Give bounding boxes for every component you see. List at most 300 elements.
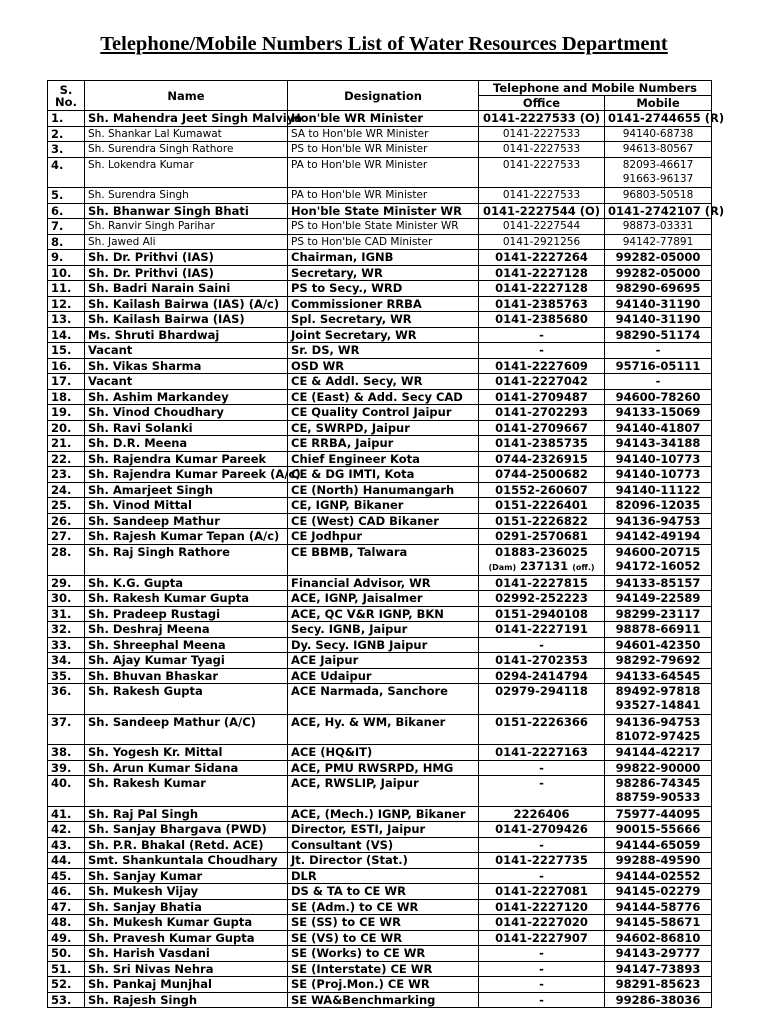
office-phone [479, 822, 605, 838]
office-number: 0141-2227533 (O) [482, 111, 601, 125]
person-name: Sh. Dr. Prithvi (IAS) [85, 265, 288, 281]
designation: ACE (HQ&IT) [288, 745, 479, 761]
person-name: Sh. Sanjay Kumar [85, 868, 288, 884]
table-row [48, 358, 712, 374]
person-name: Sh. Yogesh Kr. Mittal [85, 745, 288, 761]
office-phone [479, 234, 605, 250]
person-name: Sh. Surendra Singh Rathore [85, 142, 288, 158]
mobile-number: 99282-05000 [615, 265, 701, 280]
designation: SE (Proj.Mon.) CE WR [288, 977, 479, 993]
row-number: 15. [48, 343, 85, 359]
table-row [48, 281, 712, 297]
office-phone [479, 529, 605, 545]
row-number: 51. [48, 961, 85, 977]
office-phone [479, 714, 605, 745]
office-prefix: (Dam) [488, 562, 517, 572]
mobile-number: 94140-31190 [615, 296, 701, 311]
office-number: - [539, 977, 544, 991]
row-number: 1. [48, 111, 85, 127]
office-phone [479, 745, 605, 761]
header-designation: Designation [288, 81, 479, 111]
row-number: 49. [48, 930, 85, 946]
mobile-phone [605, 219, 712, 235]
mobile-number: 98290-51174 [615, 327, 701, 342]
row-number: 4. [48, 157, 85, 188]
mobile-phone [605, 745, 712, 761]
office-phone [479, 498, 605, 514]
row-number: 43. [48, 837, 85, 853]
office-number: 0151-2226401 [495, 498, 588, 512]
office-phone [479, 467, 605, 483]
mobile-number: 94147-73893 [615, 961, 701, 976]
office-phone [479, 281, 605, 297]
row-number: 53. [48, 992, 85, 1008]
row-number: 3. [48, 142, 85, 158]
person-name: Sh. Ashim Markandey [85, 389, 288, 405]
table-row [48, 513, 712, 529]
person-name: Vacant [85, 374, 288, 390]
person-name: Sh. Sri Nivas Nehra [85, 961, 288, 977]
mobile-phone [605, 899, 712, 915]
mobile-phone [605, 668, 712, 684]
row-number: 10. [48, 265, 85, 281]
mobile-number-secondary: 91663-96137 [622, 172, 694, 185]
header-row [48, 81, 712, 96]
mobile-phone [605, 188, 712, 204]
row-number: 50. [48, 946, 85, 962]
table-row [48, 157, 712, 188]
table-row [48, 203, 712, 219]
office-number: 0141-2227907 [495, 930, 588, 945]
row-number: 36. [48, 684, 85, 715]
mobile-number: 94142-77891 [622, 235, 694, 248]
office-number: 0141-2227533 [502, 189, 581, 201]
row-number: 7. [48, 219, 85, 235]
mobile-number: 94149-22589 [615, 591, 701, 605]
person-name: Sh. Mukesh Vijay [85, 884, 288, 900]
mobile-phone [605, 467, 712, 483]
office-phone [479, 930, 605, 946]
table-row [48, 436, 712, 452]
designation: OSD WR [288, 358, 479, 374]
mobile-phone [605, 653, 712, 669]
table-row [48, 668, 712, 684]
mobile-number: 98292-79692 [615, 653, 701, 667]
mobile-number: 99282-05000 [615, 250, 701, 264]
mobile-phone [605, 405, 712, 421]
table-row [48, 714, 712, 745]
office-phone [479, 684, 605, 715]
mobile-phone [605, 776, 712, 807]
row-number: 39. [48, 760, 85, 776]
mobile-number: 94142-49194 [615, 529, 701, 543]
designation: ACE Jaipur [288, 653, 479, 669]
mobile-phone [605, 622, 712, 638]
table-row [48, 126, 712, 142]
office-number-secondary [482, 559, 601, 575]
office-phone [479, 622, 605, 638]
table-row [48, 327, 712, 343]
mobile-phone [605, 451, 712, 467]
office-phone [479, 977, 605, 993]
office-phone [479, 637, 605, 653]
mobile-number: 99288-49590 [615, 853, 701, 867]
person-name: Sh. Mahendra Jeet Singh Malviya [85, 111, 288, 127]
mobile-number: 94143-29777 [615, 946, 701, 960]
office-number: 0141-2227533 [502, 143, 581, 155]
person-name: Sh. Amarjeet Singh [85, 482, 288, 498]
office-number: 01552-260607 [495, 482, 588, 497]
mobile-phone [605, 482, 712, 498]
row-number: 16. [48, 358, 85, 374]
row-number: 22. [48, 451, 85, 467]
table-row [48, 776, 712, 807]
office-number: 0141-2227544 [502, 220, 581, 232]
office-phone [479, 219, 605, 235]
table-row [48, 946, 712, 962]
row-number: 9. [48, 250, 85, 266]
mobile-phone [605, 915, 712, 931]
mobile-phone [605, 684, 712, 715]
row-number: 47. [48, 899, 85, 915]
person-name: Ms. Shruti Bhardwaj [85, 327, 288, 343]
office-phone [479, 250, 605, 266]
table-row [48, 622, 712, 638]
person-name: Sh. Rakesh Kumar Gupta [85, 591, 288, 607]
mobile-number: 98299-23117 [615, 606, 701, 621]
mobile-number-secondary: 94172-16052 [615, 558, 701, 573]
mobile-phone [605, 575, 712, 591]
mobile-number: 94133-15069 [615, 405, 701, 419]
row-number: 31. [48, 606, 85, 622]
person-name: Sh. Sandeep Mathur (A/C) [85, 714, 288, 745]
mobile-phone [605, 142, 712, 158]
person-name: Sh. Raj Singh Rathore [85, 544, 288, 575]
office-phone [479, 188, 605, 204]
row-number: 25. [48, 498, 85, 514]
designation: Financial Advisor, WR [288, 575, 479, 591]
office-number-alt: 237131 [520, 558, 569, 573]
designation: CE, SWRPD, Jaipur [288, 420, 479, 436]
mobile-phone [605, 436, 712, 452]
row-number: 26. [48, 513, 85, 529]
person-name: Sh. Ranvir Singh Parihar [85, 219, 288, 235]
table-row [48, 529, 712, 545]
designation: PS to Hon'ble State Minister WR [288, 219, 479, 235]
designation: Chief Engineer Kota [288, 451, 479, 467]
mobile-number: 98878-66911 [615, 622, 701, 636]
person-name: Sh. K.G. Gupta [85, 575, 288, 591]
designation: CE (West) CAD Bikaner [288, 513, 479, 529]
designation: Hon'ble State Minister WR [288, 203, 479, 219]
office-phone [479, 374, 605, 390]
row-number: 17. [48, 374, 85, 390]
table-row [48, 977, 712, 993]
mobile-number: 89492-97818 [615, 684, 701, 698]
office-number: 01883-236025 [495, 544, 588, 559]
office-phone [479, 884, 605, 900]
designation: SE (Interstate) CE WR [288, 961, 479, 977]
mobile-phone [605, 111, 725, 127]
person-name: Sh. Vikas Sharma [85, 358, 288, 374]
mobile-phone [605, 358, 712, 374]
office-number: 0141-2227533 [502, 158, 581, 171]
person-name: Sh. Deshraj Meena [85, 622, 288, 638]
office-suffix: (off.) [572, 562, 595, 572]
designation: CE & DG IMTI, Kota [288, 467, 479, 483]
office-number: 0141-2709426 [495, 822, 588, 836]
mobile-phone [605, 281, 712, 297]
person-name: Sh. Sandeep Mathur [85, 513, 288, 529]
office-phone [479, 668, 605, 684]
mobile-phone [605, 250, 712, 266]
person-name: Sh. Arun Kumar Sidana [85, 760, 288, 776]
row-number: 37. [48, 714, 85, 745]
person-name: Sh. Surendra Singh [85, 188, 288, 204]
mobile-phone [605, 312, 712, 328]
designation: Commissioner RRBA [288, 296, 479, 312]
row-number: 34. [48, 653, 85, 669]
table-row [48, 451, 712, 467]
table-row [48, 296, 712, 312]
office-number: 0141-2227544 (O) [482, 203, 601, 218]
row-number: 24. [48, 482, 85, 498]
mobile-phone [605, 961, 712, 977]
mobile-number: 94140-10773 [615, 467, 701, 481]
office-phone [479, 591, 605, 607]
person-name: Sh. Vinod Choudhary [85, 405, 288, 421]
table-row [48, 188, 712, 204]
office-number: 0141-2385763 [495, 296, 588, 311]
designation: ACE, IGNP, Jaisalmer [288, 591, 479, 607]
office-number: 2226406 [513, 806, 570, 821]
mobile-number-secondary: 81072-97425 [615, 728, 701, 743]
mobile-number: 94140-68738 [622, 127, 694, 140]
mobile-number: 99822-90000 [615, 760, 701, 775]
person-name: Sh. Badri Narain Saini [85, 281, 288, 297]
mobile-number: 94133-85157 [615, 575, 701, 590]
mobile-number: 94144-65059 [615, 837, 701, 852]
person-name: Sh. Bhanwar Singh Bhati [85, 203, 288, 219]
row-number: 27. [48, 529, 85, 545]
designation: ACE, Hy. & WM, Bikaner [288, 714, 479, 745]
row-number: 45. [48, 868, 85, 884]
designation: ACE, (Mech.) IGNP, Bikaner [288, 806, 479, 822]
office-phone [479, 358, 605, 374]
office-number: 0141-2227533 [502, 127, 581, 140]
mobile-phone [605, 234, 712, 250]
office-number: 0141-2227020 [495, 915, 588, 929]
office-number: 0744-2326915 [495, 451, 588, 466]
table-row [48, 312, 712, 328]
row-number: 30. [48, 591, 85, 607]
office-number: 0141-2227128 [495, 265, 588, 280]
designation: SE (SS) to CE WR [288, 915, 479, 931]
table-row [48, 837, 712, 853]
table-row [48, 884, 712, 900]
office-number: - [539, 868, 544, 883]
person-name: Smt. Shankuntala Choudhary [85, 853, 288, 869]
mobile-number: 98873-03331 [622, 220, 694, 232]
row-number: 11. [48, 281, 85, 297]
table-row [48, 930, 712, 946]
mobile-number: 94133-64545 [615, 668, 701, 683]
designation: PS to Secy., WRD [288, 281, 479, 297]
table-row [48, 343, 712, 359]
person-name: Sh. Shreephal Meena [85, 637, 288, 653]
office-phone [479, 296, 605, 312]
office-number: 0141-2227191 [495, 622, 588, 636]
mobile-number: 0141-2742107 (R) [608, 203, 725, 218]
office-number: - [539, 760, 544, 775]
mobile-number-secondary: 88759-90533 [615, 790, 701, 804]
office-number: 0141-2385680 [495, 312, 588, 326]
mobile-number: 94140-10773 [615, 451, 701, 466]
office-number: 02992-252223 [495, 591, 588, 605]
office-phone [479, 544, 605, 575]
designation: DS & TA to CE WR [288, 884, 479, 900]
designation: DLR [288, 868, 479, 884]
person-name: Sh. Ajay Kumar Tyagi [85, 653, 288, 669]
office-phone [479, 806, 605, 822]
mobile-number: 0141-2744655 (R) [608, 111, 725, 125]
office-phone [479, 126, 605, 142]
designation: PA to Hon'ble WR Minister [288, 157, 479, 188]
mobile-phone [605, 760, 712, 776]
person-name: Sh. Sanjay Bhatia [85, 899, 288, 915]
designation: Dy. Secy. IGNB Jaipur [288, 637, 479, 653]
designation: ACE, PMU RWSRPD, HMG [288, 760, 479, 776]
mobile-phone [605, 374, 712, 390]
designation: Sr. DS, WR [288, 343, 479, 359]
mobile-phone [605, 637, 712, 653]
designation: CE, IGNP, Bikaner [288, 498, 479, 514]
office-phone [479, 946, 605, 962]
office-number: 0141-2227081 [495, 884, 588, 898]
office-number: 0141-2385735 [495, 436, 588, 450]
person-name: Sh. P.R. Bhakal (Retd. ACE) [85, 837, 288, 853]
designation: SA to Hon'ble WR Minister [288, 126, 479, 142]
person-name: Sh. Lokendra Kumar [85, 157, 288, 188]
table-row [48, 806, 712, 822]
office-number: 0141-2227163 [495, 745, 588, 759]
mobile-phone [605, 327, 712, 343]
row-number: 44. [48, 853, 85, 869]
designation: CE & Addl. Secy, WR [288, 374, 479, 390]
designation: CE RRBA, Jaipur [288, 436, 479, 452]
designation: CE (East) & Add. Secy CAD [288, 389, 479, 405]
table-row [48, 868, 712, 884]
mobile-phone [605, 544, 712, 575]
office-phone [479, 915, 605, 931]
designation: CE Jodhpur [288, 529, 479, 545]
table-row [48, 111, 712, 127]
table-row [48, 219, 712, 235]
office-number: 0291-2570681 [495, 529, 588, 543]
mobile-phone [605, 806, 712, 822]
mobile-phone [605, 343, 712, 359]
office-number: - [539, 776, 544, 790]
person-name: Sh. Mukesh Kumar Gupta [85, 915, 288, 931]
table-row [48, 915, 712, 931]
office-phone [479, 451, 605, 467]
table-row [48, 684, 712, 715]
office-number: 0151-2940108 [495, 606, 588, 621]
designation: Jt. Director (Stat.) [288, 853, 479, 869]
row-number: 38. [48, 745, 85, 761]
office-number: - [539, 327, 544, 342]
table-row [48, 822, 712, 838]
designation: SE (VS) to CE WR [288, 930, 479, 946]
person-name: Sh. D.R. Meena [85, 436, 288, 452]
table-row [48, 961, 712, 977]
designation: Secretary, WR [288, 265, 479, 281]
person-name: Sh. Bhuvan Bhaskar [85, 668, 288, 684]
row-number: 6. [48, 203, 85, 219]
mobile-number: 94145-58671 [615, 915, 701, 929]
row-number: 12. [48, 296, 85, 312]
office-phone [479, 312, 605, 328]
office-phone [479, 776, 605, 807]
office-phone [479, 327, 605, 343]
mobile-number: 98286-74345 [615, 776, 701, 790]
row-number: 18. [48, 389, 85, 405]
person-name: Sh. Raj Pal Singh [85, 806, 288, 822]
office-number: - [539, 343, 544, 357]
designation: SE (Works) to CE WR [288, 946, 479, 962]
office-number: 0141-2709487 [495, 389, 588, 404]
mobile-number: - [655, 374, 661, 388]
table-body [48, 111, 725, 1008]
person-name: Sh. Pankaj Munjhal [85, 977, 288, 993]
designation: CE Quality Control Jaipur [288, 405, 479, 421]
mobile-phone [605, 977, 712, 993]
row-number: 2. [48, 126, 85, 142]
mobile-number: 94136-94753 [615, 714, 701, 729]
office-phone [479, 157, 605, 188]
mobile-number: - [655, 343, 661, 357]
office-number: 0141-2227042 [495, 374, 588, 388]
office-number: 0141-2921256 [502, 235, 581, 248]
office-number: 0294-2414794 [495, 668, 588, 683]
mobile-phone [605, 822, 712, 838]
mobile-number: 94140-31190 [615, 312, 701, 326]
office-phone [479, 389, 605, 405]
row-number: 28. [48, 544, 85, 575]
office-phone [479, 265, 605, 281]
table-row [48, 853, 712, 869]
mobile-number: 94145-02279 [615, 884, 701, 898]
table-row [48, 389, 712, 405]
office-phone [479, 853, 605, 869]
office-number: 02979-294118 [495, 684, 588, 698]
designation: Director, ESTI, Jaipur [288, 822, 479, 838]
person-name: Sh. Jawed Ali [85, 234, 288, 250]
row-number: 20. [48, 420, 85, 436]
office-phone [479, 961, 605, 977]
row-number: 32. [48, 622, 85, 638]
mobile-number-secondary: 93527-14841 [615, 698, 701, 712]
office-number: - [539, 946, 544, 960]
mobile-number: 94136-94753 [615, 513, 701, 528]
office-number: - [539, 992, 544, 1007]
person-name: Sh. Rajendra Kumar Pareek [85, 451, 288, 467]
office-number: 0141-2227128 [495, 281, 588, 295]
designation: ACE Narmada, Sanchore [288, 684, 479, 715]
table-row [48, 760, 712, 776]
mobile-number: 94144-42217 [615, 745, 701, 759]
designation: ACE Udaipur [288, 668, 479, 684]
